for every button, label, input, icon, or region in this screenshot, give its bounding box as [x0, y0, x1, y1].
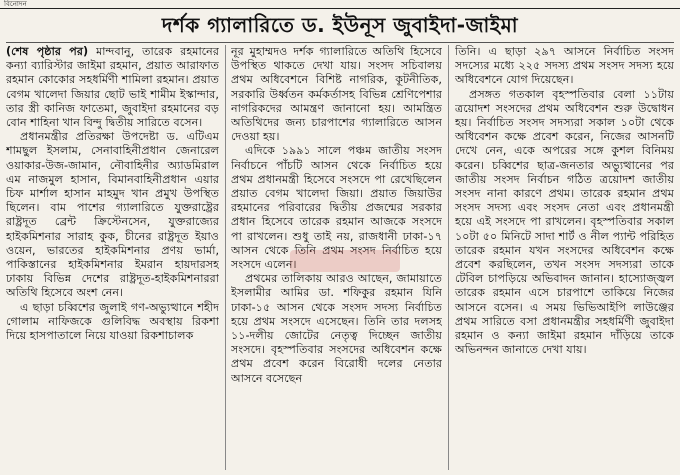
watermark-logo	[290, 250, 400, 272]
column-divider	[225, 45, 226, 470]
paragraph: প্রসঙ্গত গতকাল বৃহস্পতিবার বেলা ১১টায় ত্রয়োদশ সংসদের প্রথম অধিবেশন শুরু উদ্বোধন হয়। নির্বাচিত সংসদ সদস্যরা সকাল ১০টা থেকে অধিবেশন কক্ষে প্রবেশ করেন, নিজের আসনটি দেখে নেন, একে অপরের সঙ্গে কুশল বিনিময় করেন। চব্বিশের ছাত্র-জনতার অভ্যুত্থানের পর জাতীয় সংসদ নির্বাচন গঠিত ত্রয়োদশ জাতীয় সংসদ নানা কারণে প্রথম। তারেক রহমান প্রথম সংসদ সদস্য এবং সংসদ নেতা এবং প্রধানমন্ত্রী হয়ে এই সংসদে পা রাখলেন। বৃহস্পতিবার সকাল ১০টা ৫০ মিনিটে সাদা শার্ট ও নীল প্যান্ট পরিহিত তারেক রহমান যখন সংসদের অধিবেশন কক্ষে প্রবেশ করছিলেন, তখন সংসদ সদস্যরা তাকে টেবিল চাপড়িয়ে অভিবাদন জানান। হাস্যোজ্জ্বল তারেক রহমান এসে চারপাশে তাকিয়ে নিজের আসনে বসেন। এ সময় ভিভিআইপি লাউঞ্জের প্রথম সারিতে বসা প্রধানমন্ত্রীর সহধর্মিণী জুবাইদা রহমান ও কন্যা জাইমা রহমান দাঁড়িয়ে তাকে অভিনন্দন জানাতে দেখা যায়।	[455, 87, 674, 357]
paragraph	[6, 45, 219, 130]
headline: দর্শক গ্যালারিতে ড. ইউনূস জুবাইদা-জাইমা	[161, 13, 519, 37]
paragraph: তিনি। এ ছাড়া ২৯৭ আসনে নির্বাচিত সংসদ সদস্যের মধ্যে ২২৫ সদস্য প্রথম সংসদ সদস্য হয়ে অধিবেশনে যোগ দিয়েছেন।	[455, 45, 674, 87]
paragraph: এ ছাড়া চব্বিশের জুলাই গণ-অভ্যুত্থানে শহীদ গোলাম নাফিজকে গুলিবিদ্ধ অবস্থায় রিকশা দিয়ে হাসপাতালে নিয়ে যাওয়া রিকশাচালক	[6, 300, 219, 343]
paragraph: প্রথমের তালিকায় আরও আছেন, জামায়াতে ইসলামীর আমির ডা. শফিকুর রহমান যিনি ঢাকা-১৫ আসন থেকে সংসদ সদস্য নির্বাচিত হয়ে প্রথম সংসদে এসেছেন। তিনি তার দলসহ ১১-দলীয় জোটের নেতৃত্ব দিচ্ছেন জাতীয় সংসদে। বৃহস্পতিবার সংসদের অধিবেশন কক্ষে প্রথম প্রবেশ করেন বিরোধী দলের নেতার আসনে বসেছেন	[231, 272, 442, 385]
paragraph: এদিকে ১৯৯১ সালে পঞ্চম জাতীয় সংসদ নির্বাচনে পাঁচটি আসন থেকে নির্বাচিত হয়ে প্রথম প্রধানমন্ত্রী হিসেবে সংসদে পা রেখেছিলেন প্রয়াত বেগম খালেদা জিয়া। প্রয়াত জিয়াউর রহমানের পরিবারের দ্বিতীয় প্রজন্মের সরকার প্রধান হিসেবে তারেক রহমান আজকে সংসদে পা রাখলেন। শুধু তাই নয়, রাজধানী ঢাকা-১৭ আসন থেকে তিনি প্রথম সংসদ নির্বাচিত হয়ে সংসদে এলেন।	[231, 144, 442, 272]
paragraph-text: মান্দবানু, তারেক রহমানের কন্যা ব্যারিস্টার জাইমা রহমান, প্রয়াত আরাফাত রহমান কোকোর সহধর্মিণী শামিলা রহমান। প্রয়াত বেগম খালেদা জিয়ার ছোট ভাই শামীম ইস্কান্দার, তার স্ত্রী কানিজ ফাতেমা, জুবাইদা রহমানের বড় বোন শাহিনা খান বিন্দু দ্বিতীয় সারিতে বসেন।	[6, 45, 219, 130]
continued-marker: (শেষ পৃষ্ঠার পর)	[6, 45, 89, 58]
column-1	[6, 45, 219, 470]
section-label: বিনোদন	[4, 0, 27, 8]
headline-rule	[6, 42, 674, 43]
column-divider	[448, 45, 449, 470]
paragraph: প্রধানমন্ত্রীর প্রতিরক্ষা উপদেষ্টা ড. এটিএম শামছুল ইসলাম, সেনাবাহিনীপ্রধান জেনারেল ওয়াকার-উজ-জামান, নৌবাহিনীর অ্যাডমিরাল এম নাজমুল হাসান, বিমানবাহিনীপ্রধান এয়ার চিফ মার্শাল হাসান মাহমুদ খান প্রমুখ উপস্থিত ছিলেন। বাম পাশের গ্যালারিতে যুক্তরাষ্ট্রের রাষ্ট্রদূত ব্রেন্ট ক্রিস্টেনসেন, যুক্তরাজ্যের হাইকমিশনার সারাহ কুক, চীনের রাষ্ট্রদূত ইয়াও ওয়েন, ভারতের হাইকমিশনার প্রণয় ভার্মা, পাকিস্তানের হাইকমিশনার ইমরান হায়দারসহ ঢাকায় বিভিন্ন দেশের রাষ্ট্রদূত-হাইকমিশনাররা অতিথি হিসেবে অংশ নেন।	[6, 130, 219, 300]
top-rule	[0, 8, 680, 9]
column-3	[455, 45, 674, 470]
paragraph: নূর মুহাম্মদও দর্শক গ্যালারিতে অতিথি হিসেবে উপস্থিত থাকতে দেখা যায়। সংসদ সচিবালয় প্রথম অধিবেশনে বিশিষ্ট নাগরিক, কূটনীতিক, সরকারি উর্ধ্বতন কর্মকর্তাসহ বিভিন্ন শ্রেণিপেশার নাগরিকদের আমন্ত্রণ জানানো হয়। আমন্ত্রিত অতিথিদের জন্য চারপাশের গ্যালারিতে আসন দেওয়া হয়।	[231, 45, 442, 144]
